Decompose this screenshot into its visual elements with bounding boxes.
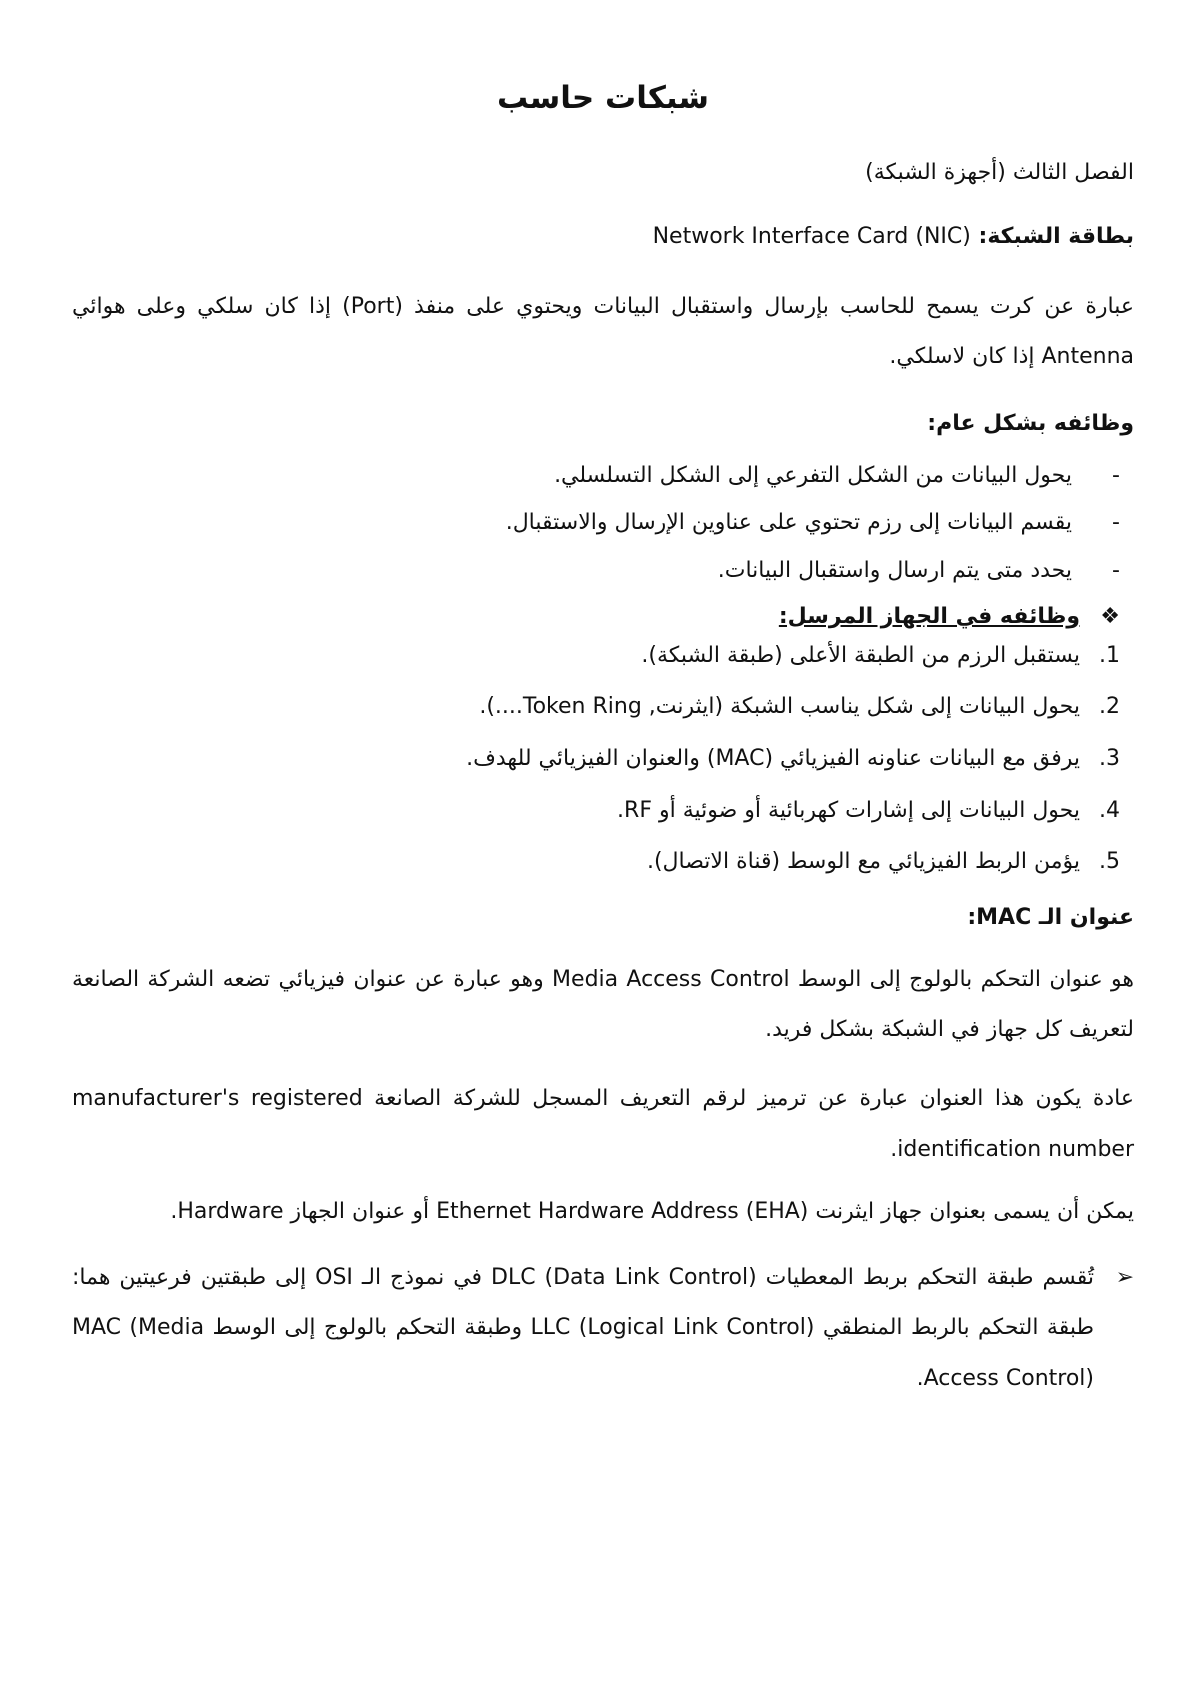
nic-heading bbox=[72, 222, 1134, 252]
mac-heading: عنوان الـ MAC: bbox=[967, 905, 1134, 931]
list-item: 2.يحول البيانات إلى شكل يناسب الشبكة (ايثرنت, Token Ring....). bbox=[479, 694, 1120, 720]
mac-hardware-address: يمكن أن يسمى بعنوان جهاز ايثرنت Ethernet Hardware Address (EHA) أو عنوان الجهاز Hardware. bbox=[170, 1199, 1134, 1225]
nic-heading-english: Network Interface Card (NIC) bbox=[652, 223, 971, 249]
mac-identification: عادة يكون هذا العنوان عبارة عن ترميز لرقم التعريف المسجل للشركة الصانعة manufacturer's registered identification number. bbox=[72, 1085, 1134, 1162]
arrow-bullet-icon: ➢ bbox=[1115, 1264, 1134, 1290]
general-functions-list bbox=[72, 461, 1134, 586]
list-item: 1.يستقبل الرزم من الطبقة الأعلى (طبقة الشبكة). bbox=[641, 642, 1120, 668]
general-functions-heading: وظائفه بشكل عام: bbox=[927, 410, 1134, 436]
list-item: 5.يؤمن الربط الفيزيائي مع الوسط (قناة الاتصال). bbox=[646, 849, 1120, 875]
dash-bullet: - bbox=[1112, 557, 1120, 583]
sender-functions-list bbox=[72, 641, 1134, 877]
list-item: 4.يحول البيانات إلى إشارات كهربائية أو ضوئية أو RF. bbox=[617, 797, 1120, 823]
mac-description: هو عنوان التحكم بالولوج إلى الوسط Media Access Control وهو عبارة عن عنوان فيزيائي تضعه الشركة الصانعة لتعريف كل جهاز في الشبكة بشكل فريد. bbox=[72, 966, 1134, 1043]
list-item: -يقسم البيانات إلى رزم تحتوي على عناوين الإرسال والاستقبال. bbox=[72, 508, 1134, 538]
nic-heading-label: بطاقة الشبكة: bbox=[978, 223, 1134, 249]
dash-bullet: - bbox=[1112, 462, 1120, 488]
list-item: 3.يرفق مع البيانات عناونه الفيزيائي (MAC) والعنوان الفيزيائي للهدف. bbox=[466, 745, 1120, 771]
diamond-bullet-icon: ❖ bbox=[1100, 603, 1120, 629]
dlc-note-text: تُقسم طبقة التحكم بربط المعطيات DLC (Data Link Control) في نموذج الـ OSI إلى طبقتين فرعيتين هما: طبقة التحكم بالربط المنطقي LLC (Logical Link Control) وطبقة التحكم بالولوج إلى الوسط MAC (Media Access Control). bbox=[72, 1264, 1094, 1391]
nic-description: عبارة عن كرت يسمح للحاسب بإرسال واستقبال البيانات ويحتوي على منفذ (Port) إذا كان سلكي وعلى هوائي Antenna إذا كان لاسلكي. bbox=[72, 293, 1134, 370]
list-item: -يحول البيانات من الشكل التفرعي إلى الشكل التسلسلي. bbox=[72, 461, 1134, 491]
dlc-note bbox=[72, 1253, 1134, 1405]
document-title: شبكات حاسب bbox=[496, 80, 710, 116]
chapter-heading: الفصل الثالث (أجهزة الشبكة) bbox=[865, 160, 1134, 186]
sender-functions-heading: ❖وظائفه في الجهاز المرسل: bbox=[778, 603, 1120, 629]
dash-bullet: - bbox=[1112, 510, 1120, 536]
list-item: -يحدد متى يتم ارسال واستقبال البيانات. bbox=[72, 556, 1134, 586]
